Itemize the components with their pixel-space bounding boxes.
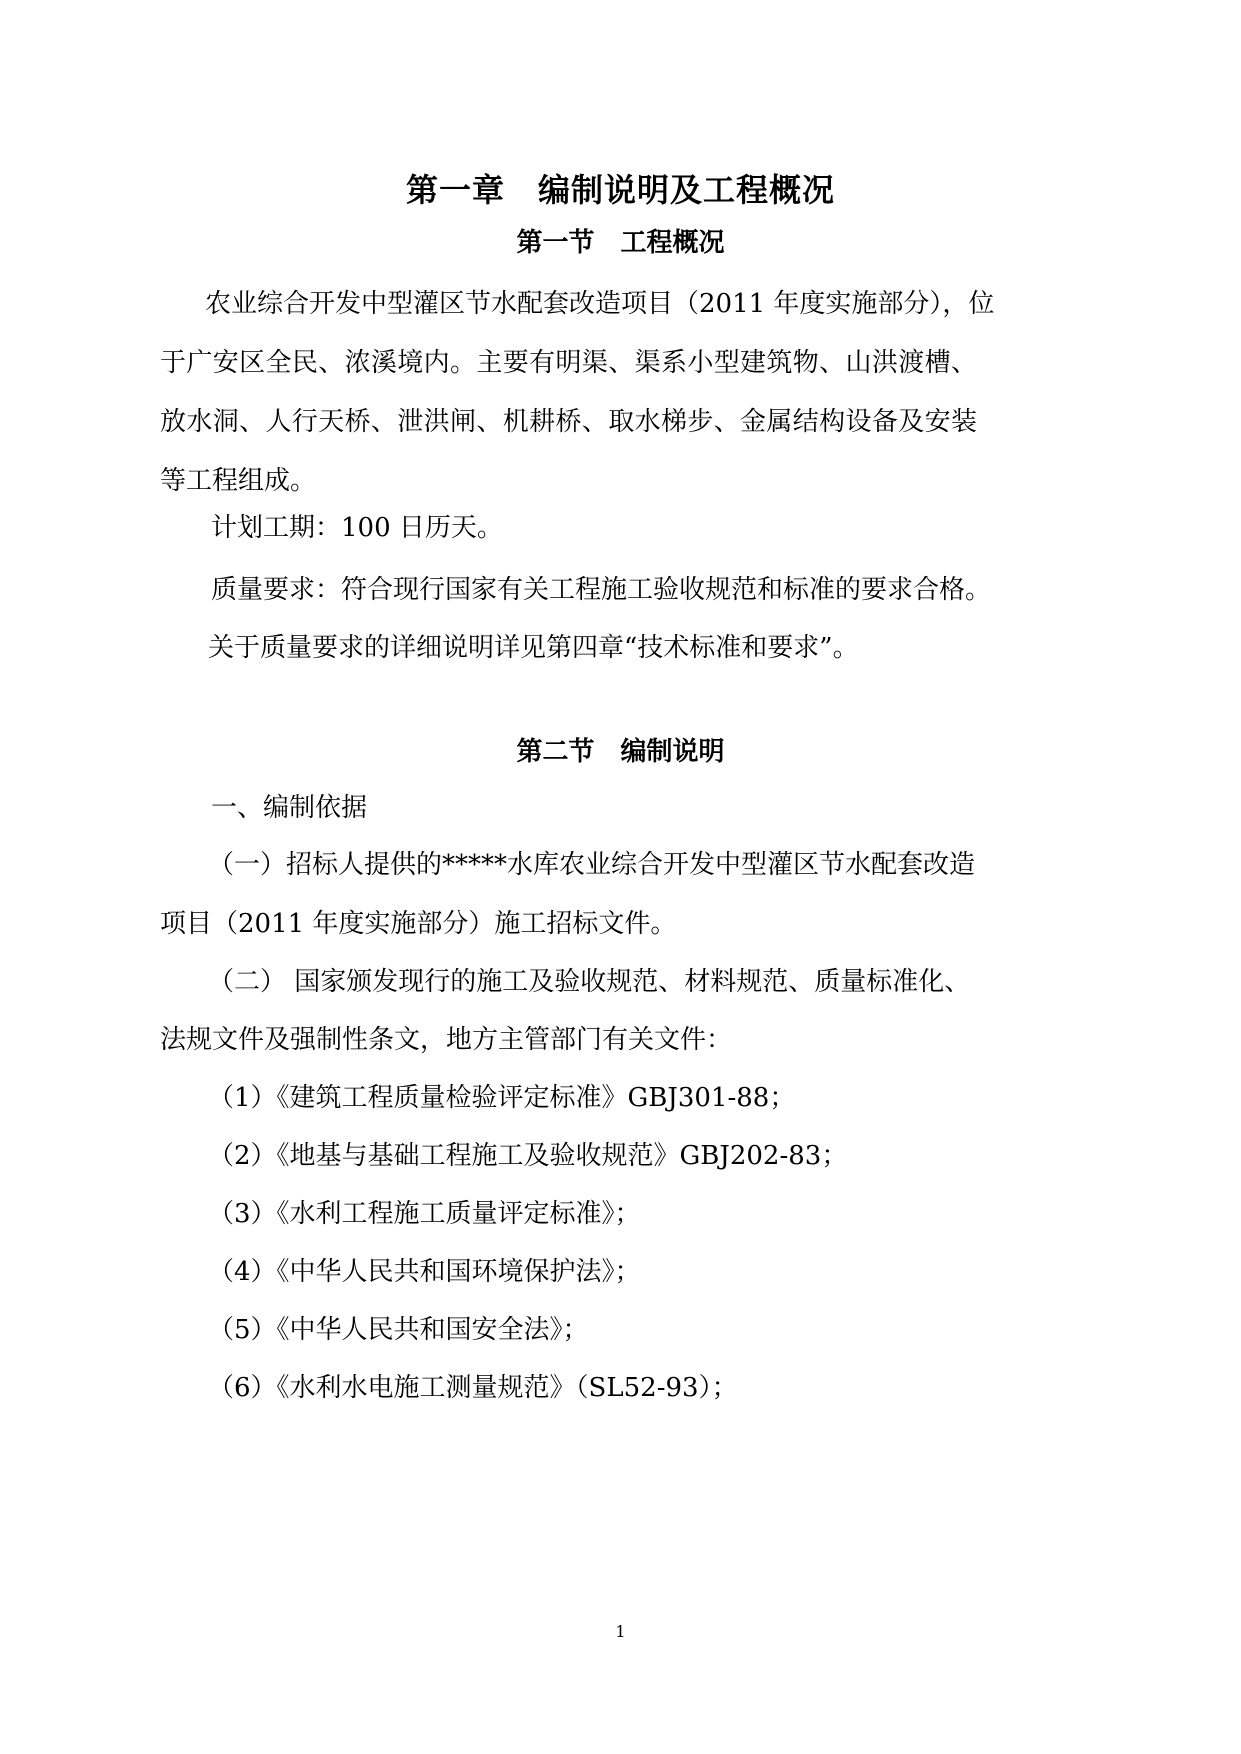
schedule-text: 计划工期：100 日历天。 (211, 513, 503, 543)
overview-paragraph-line: 农业综合开发中型灌区节水配套改造项目（2011 年度实施部分），位 (205, 289, 995, 319)
basis-item-line: 法规文件及强制性条文，地方主管部门有关文件： (160, 1025, 733, 1055)
basis-item-line: （二） 国家颁发现行的施工及验收规范、材料规范、质量标准化、 (208, 967, 971, 997)
basis-item-line: 项目（2011 年度实施部分）施工招标文件。 (160, 909, 677, 939)
standard-list-item: （2）《地基与基础工程施工及验收规范》GBJ202-83； (208, 1141, 848, 1171)
quality-requirement-text: 质量要求：符合现行国家有关工程施工验收规范和标准的要求合格。 (211, 575, 992, 605)
standard-list-item: （6）《水利水电施工测量规范》（SL52-93）； (208, 1373, 738, 1403)
page-number: 1 (615, 1622, 626, 1641)
chapter-title: 第一章 编制说明及工程概况 (405, 171, 835, 209)
overview-paragraph-line: 放水洞、人行天桥、泄洪闸、机耕桥、取水梯步、金属结构设备及安装 (160, 407, 977, 437)
basis-item-line: （一）招标人提供的*****水库农业综合开发中型灌区节水配套改造 (208, 850, 976, 880)
standard-list-item: （5）《中华人民共和国安全法》； (208, 1315, 589, 1345)
standard-list-item: （1）《建筑工程质量检验评定标准》GBJ301-88； (208, 1083, 796, 1113)
section-title-overview: 第一节 工程概况 (516, 228, 725, 258)
standard-list-item: （4）《中华人民共和国环境保护法》； (208, 1257, 641, 1287)
section-title-preparation: 第二节 编制说明 (516, 737, 725, 767)
overview-paragraph-line: 等工程组成。 (160, 466, 317, 496)
quality-note-text: 关于质量要求的详细说明详见第四章“技术标准和要求”。 (208, 633, 859, 663)
basis-heading: 一、编制依据 (211, 793, 368, 823)
overview-paragraph-line: 于广安区全民、浓溪境内。主要有明渠、渠系小型建筑物、山洪渡槽、 (160, 348, 977, 378)
standard-list-item: （3）《水利工程施工质量评定标准》； (208, 1199, 641, 1229)
